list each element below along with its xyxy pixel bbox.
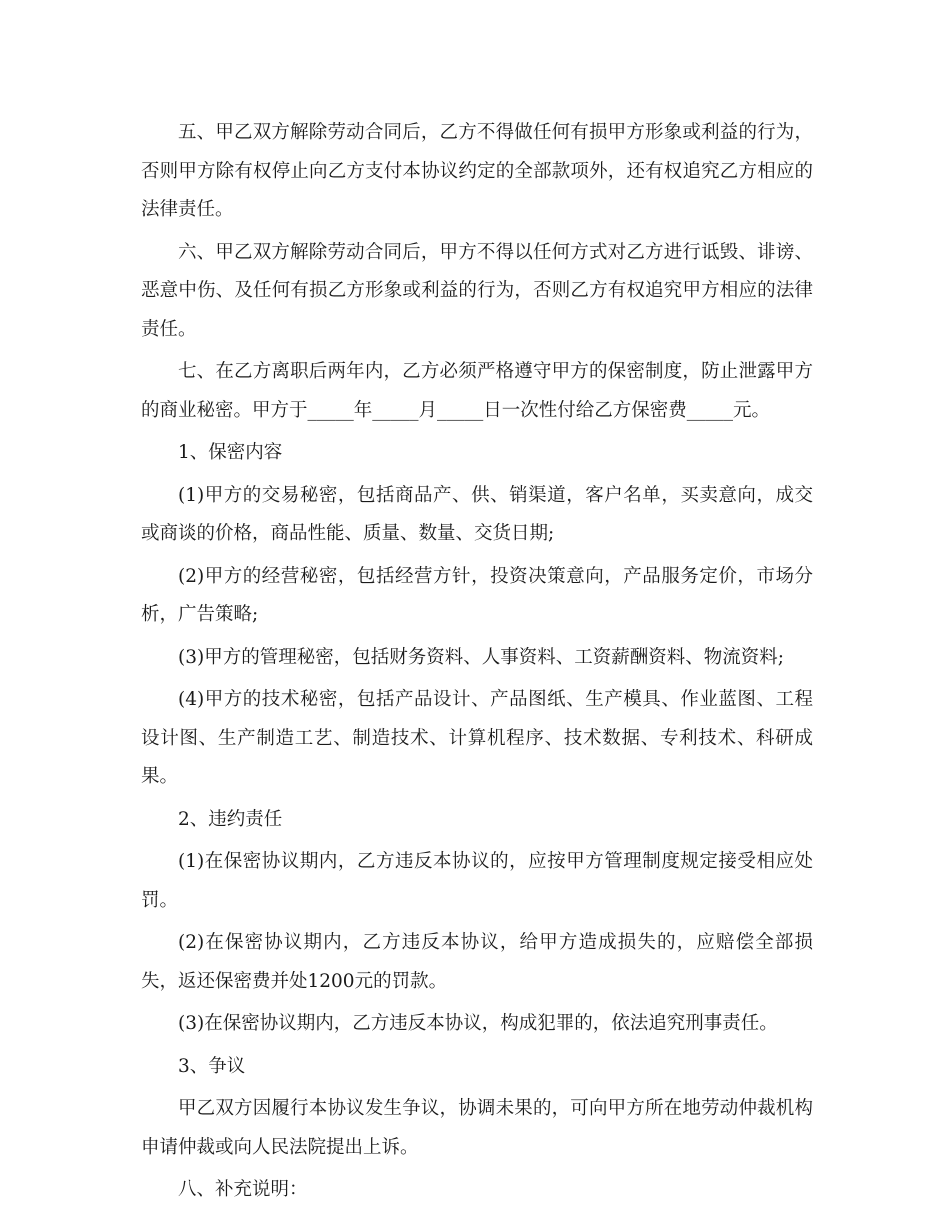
management-secret-item: (3)甲方的管理秘密，包括财务资料、人事资料、工资薪酬资料、物流资料;	[178, 646, 784, 668]
clause-7-paragraph: 七、在乙方离职后两年内，乙方必须严格遵守甲方的保密制度，防止泄露甲方的商业秘密。甲方于_____年_____月_____日一次性付给乙方保密费_____元。	[141, 361, 813, 421]
dispute-paragraph: 甲乙双方因履行本协议发生争议，协调未果的，可向甲方所在地劳动仲裁机构申请仲裁或向人民法院提出上诉。	[141, 1098, 813, 1158]
section-confidential-content-heading: 1、保密内容	[178, 442, 283, 463]
technical-secret-item: (4)甲方的技术秘密，包括产品设计、产品图纸、生产模具、作业蓝图、工程设计图、生产制造工艺、制造技术、计算机程序、技术数据、专利技术、科研成果。	[141, 689, 813, 787]
section-dispute-heading: 3、争议	[178, 1055, 246, 1077]
liability-item-3: (3)在保密协议期内，乙方违反本协议，构成犯罪的，依法追究刑事责任。	[178, 1013, 778, 1034]
clause-5-paragraph: 五、甲乙双方解除劳动合同后，乙方不得做任何有损甲方形象或利益的行为，否则甲方除有权停止向乙方支付本协议约定的全部款项外，还有权追究乙方相应的法律责任。	[141, 122, 813, 220]
trade-secret-item: (1)甲方的交易秘密，包括商品产、供、销渠道，客户名单，买卖意向，成交或商谈的价格，商品性能、质量、数量、交货日期;	[141, 484, 813, 544]
liability-item-2: (2)在保密协议期内，乙方违反本协议，给甲方造成损失的，应赔偿全部损失，返还保密费并处1200元的罚款。	[141, 932, 813, 992]
clause-6-paragraph: 六、甲乙双方解除劳动合同后，甲方不得以任何方式对乙方进行诋毁、诽谤、恶意中伤、及任何有损乙方形象或利益的行为，否则乙方有权追究甲方相应的法律责任。	[141, 241, 813, 340]
liability-item-1: (1)在保密协议期内，乙方违反本协议的，应按甲方管理制度规定接受相应处罚。	[141, 851, 813, 911]
section-liability-heading: 2、违约责任	[178, 808, 283, 830]
document-body	[141, 114, 813, 1214]
business-secret-item: (2)甲方的经营秘密，包括经营方针，投资决策意向，产品服务定价，市场分析，广告策略;	[141, 565, 813, 625]
clause-8-heading: 八、补充说明：	[178, 1179, 308, 1200]
